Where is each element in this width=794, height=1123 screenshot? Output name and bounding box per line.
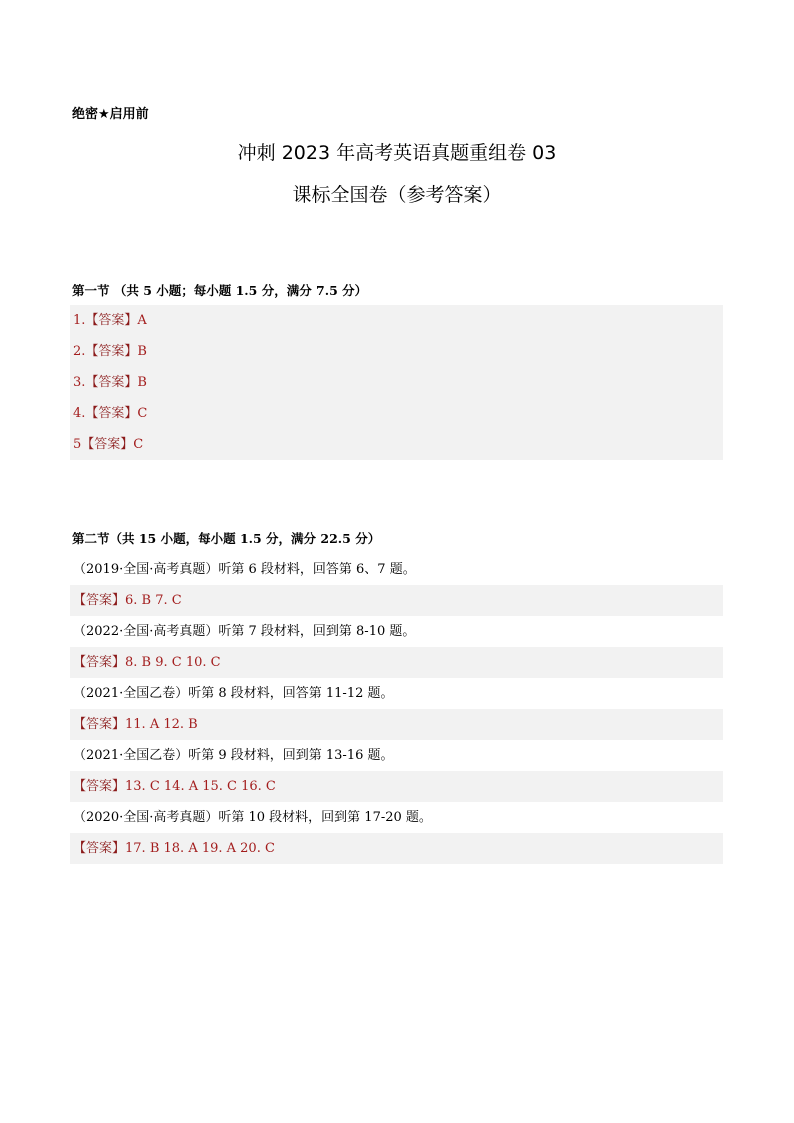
answer-value: 6. B 7. C [125,593,182,608]
page-subtitle: 课标全国卷（参考答案） [292,184,502,206]
answer-value: B [137,375,147,390]
instruction-text: 听第 6 段材料，回答第 6、7 题。 [218,562,416,577]
page-title: 冲刺 2023 年高考英语真题重组卷 03 [237,142,557,164]
answer-row [70,833,723,864]
answer-value: B [137,344,147,359]
source-label: （2019·全国·高考真题） [73,562,219,577]
answer-tag: 【答案】 [85,375,138,390]
question-number: 3. [73,375,86,390]
confidential-label: 绝密★启用前 [72,107,149,122]
answer-value: C [133,437,144,452]
answer-tag: 【答案】 [73,717,126,732]
source-label: （2022·全国·高考真题） [73,624,219,639]
instruction-text: 听第 7 段材料，回到第 8-10 题。 [218,624,416,639]
answer-row [70,305,723,336]
answer-value: 11. A 12. B [125,717,198,732]
source-label: （2021·全国乙卷） [73,686,189,701]
source-label: （2020·全国·高考真题） [73,810,219,825]
answer-row [70,398,723,429]
answer-row [70,709,723,740]
answer-tag: 【答案】 [81,437,134,452]
section2-heading: 第二节（共 15 小题，每小题 1.5 分，满分 22.5 分） [72,531,381,546]
material-instruction [70,554,723,585]
answer-row [70,647,723,678]
question-number: 2. [73,344,86,359]
question-number: 4. [73,406,86,421]
answer-row [70,429,723,460]
instruction-text: 听第 8 段材料，回答第 11-12 题。 [188,686,394,701]
answer-row [70,771,723,802]
section2-list [70,554,723,864]
instruction-text: 听第 9 段材料，回到第 13-16 题。 [188,748,394,763]
material-instruction [70,616,723,647]
instruction-text: 听第 10 段材料，回到第 17-20 题。 [218,810,432,825]
answer-tag: 【答案】 [85,313,138,328]
material-instruction [70,678,723,709]
answer-value: A [137,313,147,328]
answer-tag: 【答案】 [73,841,126,856]
section1-answer-list [70,305,723,460]
answer-row [70,585,723,616]
answer-tag: 【答案】 [73,779,126,794]
answer-value: 17. B 18. A 19. A 20. C [125,841,275,856]
answer-tag: 【答案】 [73,655,126,670]
section1-heading: 第一节 （共 5 小题；每小题 1.5 分，满分 7.5 分） [72,283,368,298]
answer-tag: 【答案】 [73,593,126,608]
question-number: 5 [73,437,82,452]
answer-row [70,336,723,367]
question-number: 1. [73,313,86,328]
source-label: （2021·全国乙卷） [73,748,189,763]
material-instruction [70,802,723,833]
answer-value: 8. B 9. C 10. C [125,655,221,670]
answer-value: 13. C 14. A 15. C 16. C [125,779,276,794]
answer-row [70,367,723,398]
answer-tag: 【答案】 [85,406,138,421]
material-instruction [70,740,723,771]
answer-value: C [137,406,148,421]
answer-tag: 【答案】 [85,344,138,359]
